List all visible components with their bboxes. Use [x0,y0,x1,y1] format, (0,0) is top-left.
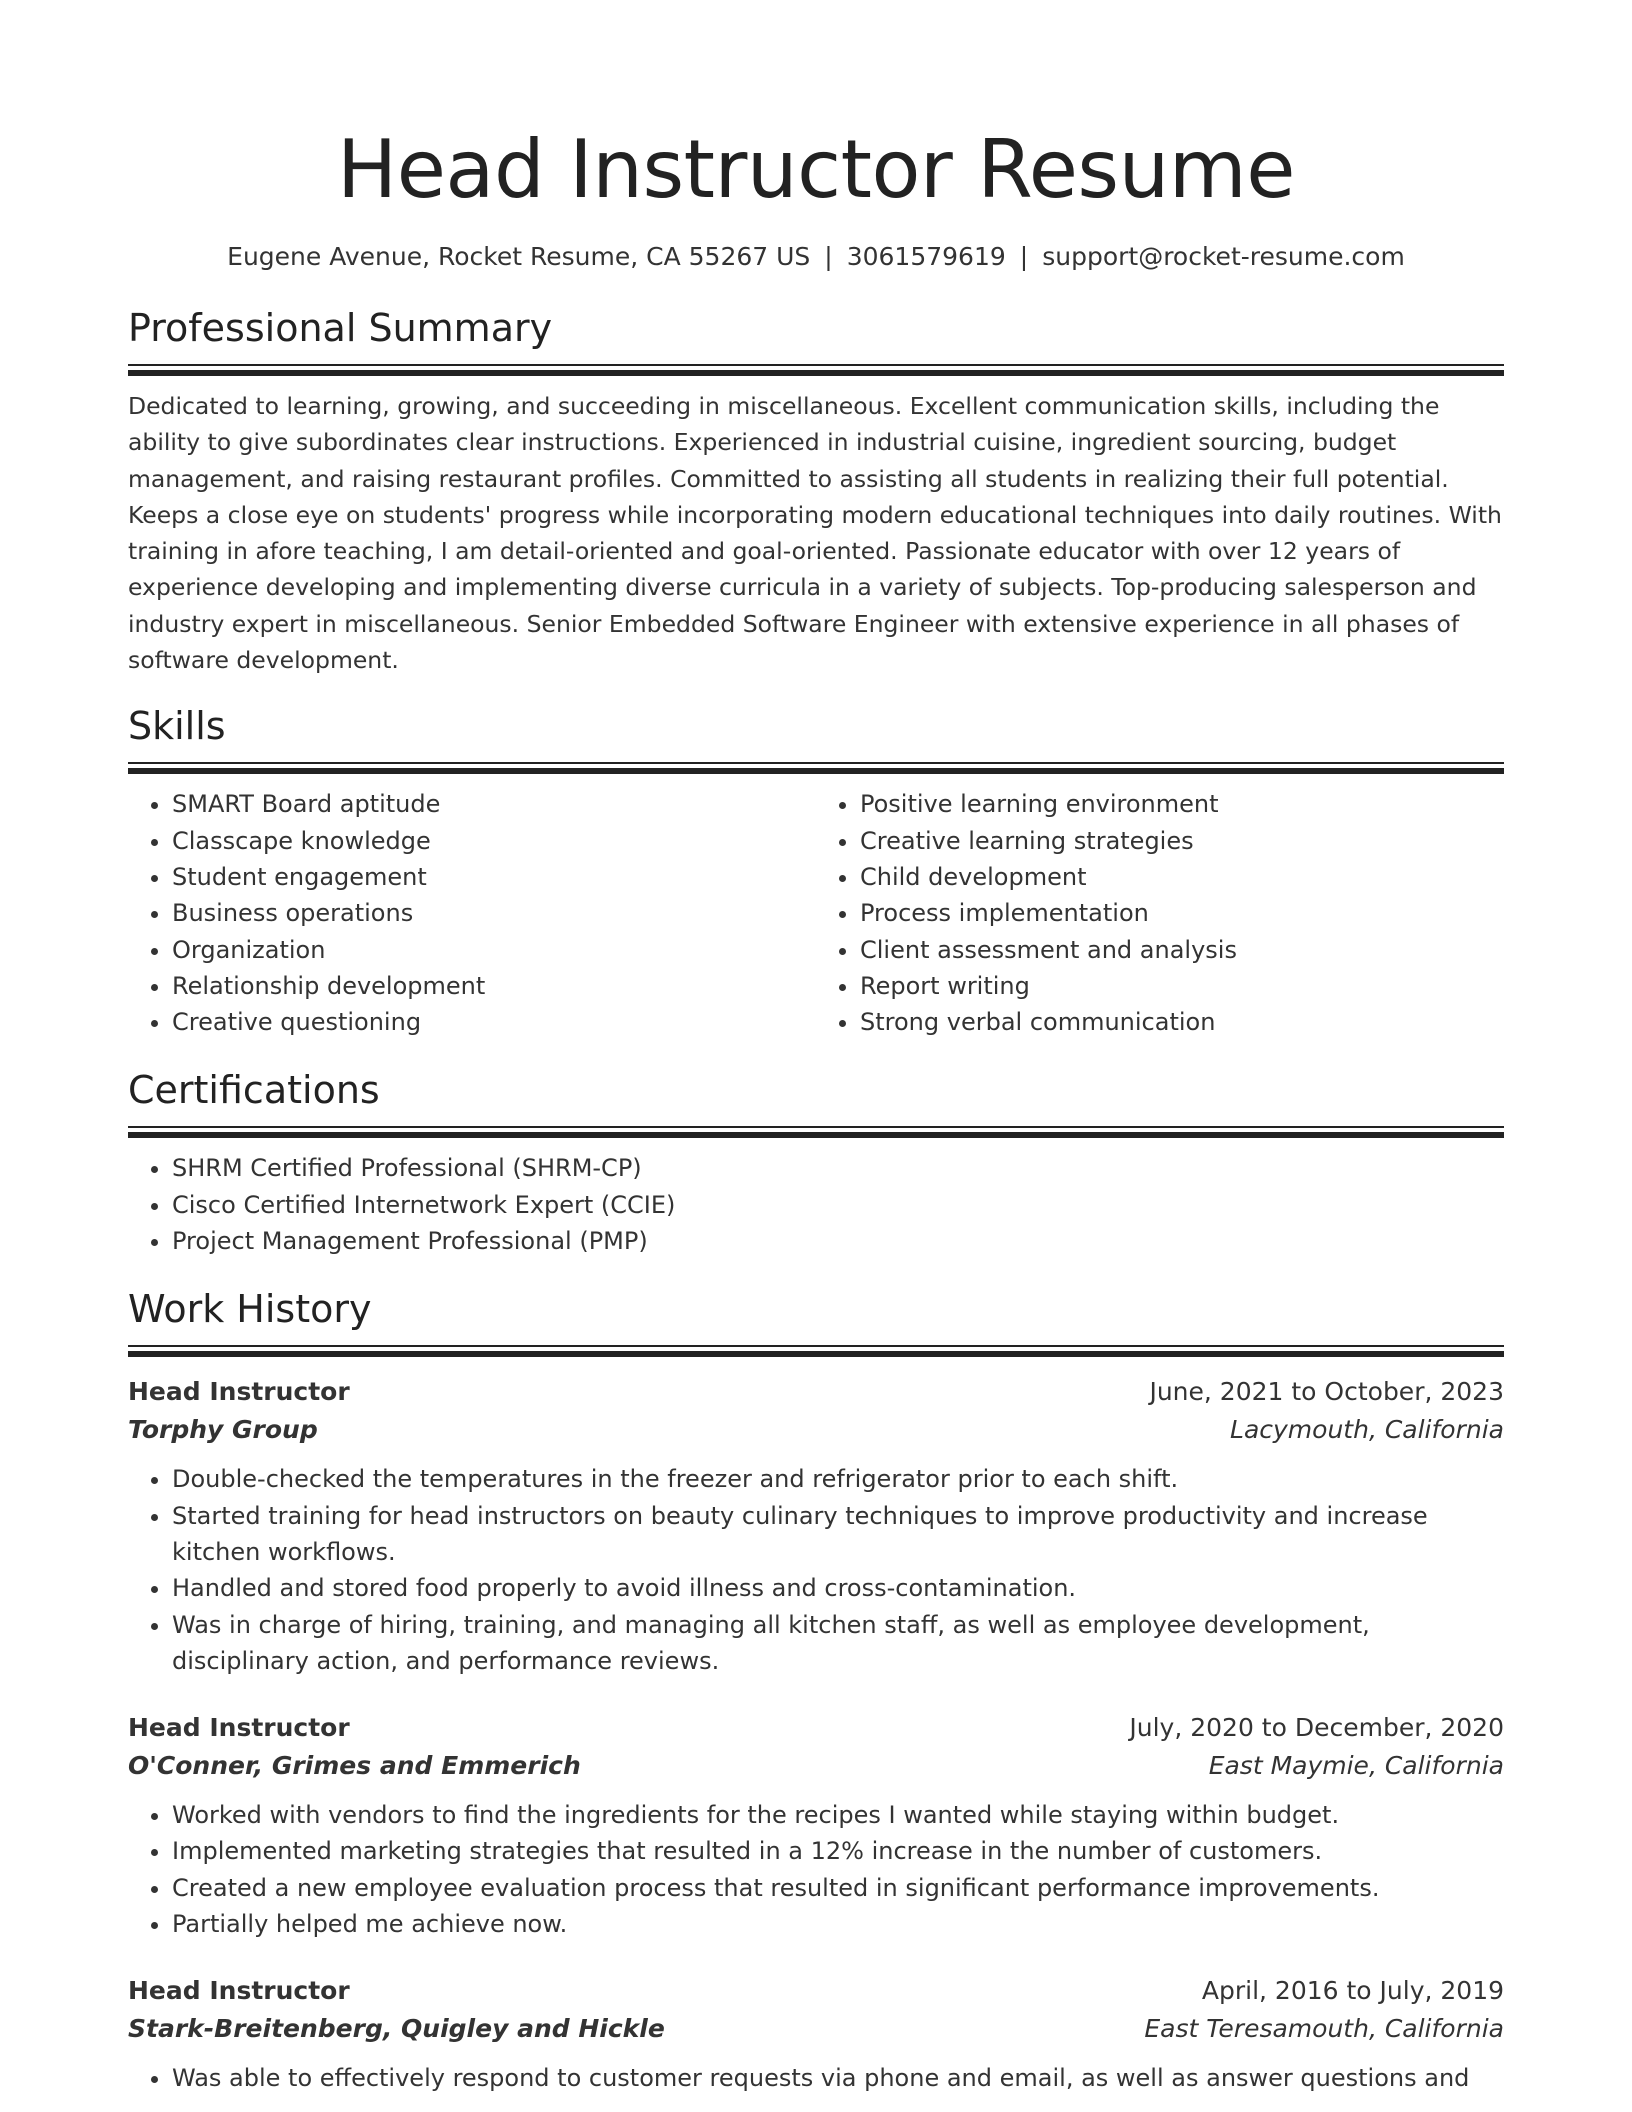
job-entry [128,1709,1504,1942]
summary-section [128,304,1504,678]
job-title: Head Instructor [128,1976,350,2006]
skill-item: • Strong verbal communication [860,1004,1504,1040]
job-bullet: • Implemented marketing strategies that resulted in a 12% increase in the number of customers. [172,1833,1504,1869]
job-bullet: • Partially helped me achieve now. [172,1906,1504,1942]
job-bullet: • Started training for head instructors on beauty culinary techniques to improve productivity and increase kitchen workflows. [172,1498,1504,1571]
skill-item: • Student engagement [172,859,816,895]
contact-separator: | [824,242,833,271]
skill-item: • Relationship development [172,968,816,1004]
job-location: Lacymouth, California [1230,1415,1504,1445]
certification-item: • Project Management Professional (PMP) [172,1223,1504,1259]
job-title: Head Instructor [128,1377,350,1407]
section-divider [128,364,1504,376]
job-bullet: • Created a new employee evaluation process that resulted in significant performance improvements. [172,1870,1504,1906]
job-bullet: • Handled and stored food properly to avoid illness and cross-contamination. [172,1570,1504,1606]
skills-left-list [128,786,816,1040]
skill-item: • Business operations [172,895,816,931]
skill-item: • SMART Board aptitude [172,786,816,822]
job-entry [128,1373,1504,1679]
job-company-row [128,2010,1504,2048]
skill-item: • Process implementation [860,895,1504,931]
job-location: East Teresamouth, California [1144,2014,1504,2044]
summary-heading: Professional Summary [128,306,553,350]
job-dates: July, 2020 to December, 2020 [1129,1713,1504,1743]
job-bullet: • Double-checked the temperatures in the freezer and refrigerator prior to each shift. [172,1461,1504,1497]
skills-left-column [128,786,816,1040]
skill-item: • Organization [172,932,816,968]
job-bullet: • Worked with vendors to find the ingredients for the recipes I wanted while staying within budget. [172,1797,1504,1833]
certifications-section [128,1066,1504,1259]
section-divider [128,1345,1504,1357]
skills-columns [128,786,1504,1040]
job-bullet: • Was in charge of hiring, training, and managing all kitchen staff, as well as employee development, disciplinary action, and performance reviews. [172,1607,1504,1680]
section-divider [128,762,1504,774]
skills-heading: Skills [128,704,226,749]
job-dates: April, 2016 to July, 2019 [1201,1976,1504,2006]
skills-right-column [816,786,1504,1040]
job-bullets [128,1797,1504,1942]
certification-item: • Cisco Certified Internetwork Expert (CCIE) [172,1187,1504,1223]
job-header-row [128,1709,1504,1747]
skill-item: • Creative questioning [172,1004,816,1040]
skills-right-list [816,786,1504,1040]
certification-item: • SHRM Certified Professional (SHRM-CP) [172,1150,1504,1186]
section-divider [128,1126,1504,1138]
job-location: East Maymie, California [1208,1751,1504,1781]
skill-item: • Report writing [860,968,1504,1004]
job-company-row [128,1747,1504,1785]
skill-item: • Client assessment and analysis [860,932,1504,968]
job-company: Torphy Group [128,1415,318,1445]
resume-title: Head Instructor Resume [337,123,1295,216]
job-entry [128,1972,1504,2096]
job-title: Head Instructor [128,1713,350,1743]
job-bullets [128,1461,1504,1679]
skill-item: • Classcape knowledge [172,823,816,859]
job-bullet: • Was able to effectively respond to customer requests via phone and email, as well as answer questions and [172,2060,1504,2096]
job-dates: June, 2021 to October, 2023 [1149,1377,1504,1407]
skill-item: • Child development [860,859,1504,895]
certifications-list [128,1150,1504,1259]
skill-item: • Creative learning strategies [860,823,1504,859]
job-company: O'Conner, Grimes and Emmerich [128,1751,581,1781]
job-company-row [128,1411,1504,1449]
job-bullets [128,2060,1504,2096]
contact-line [128,240,1504,274]
skills-section [128,702,1504,1040]
skill-item: • Positive learning environment [860,786,1504,822]
work-history-heading: Work History [128,1287,372,1332]
contact-address: Eugene Avenue, Rocket Resume, CA 55267 US [227,242,811,271]
contact-separator: | [1019,242,1029,271]
work-history-section [128,1285,1504,2096]
job-header-row [128,1972,1504,2010]
contact-phone: 3061579619 [846,242,1006,271]
contact-email: support@rocket-resume.com [1042,242,1405,271]
job-header-row [128,1373,1504,1411]
job-company: Stark-Breitenberg, Quigley and Hickle [128,2014,665,2044]
summary-text: Dedicated to learning, growing, and succeeding in miscellaneous. Excellent communication skills, including the ability to give subordinates clear instructions. Experienced in industrial cuisine, ingredient sourcing, budget management, and raising restaurant profiles. Committed to assisting all students in realizing their full potential. Keeps a close eye on students' progress while incorporating modern educational techniques into daily routines. With training in afore teaching, I am detail-oriented and goal-oriented. Passionate educator with over 12 years of experience developing and implementing diverse curricula in a variety of subjects. Top-producing salesperson and industry expert in miscellaneous. Senior Embedded Software Engineer with extensive experience in all phases of software development. [128,392,1502,675]
certifications-heading: Certifications [128,1068,380,1113]
